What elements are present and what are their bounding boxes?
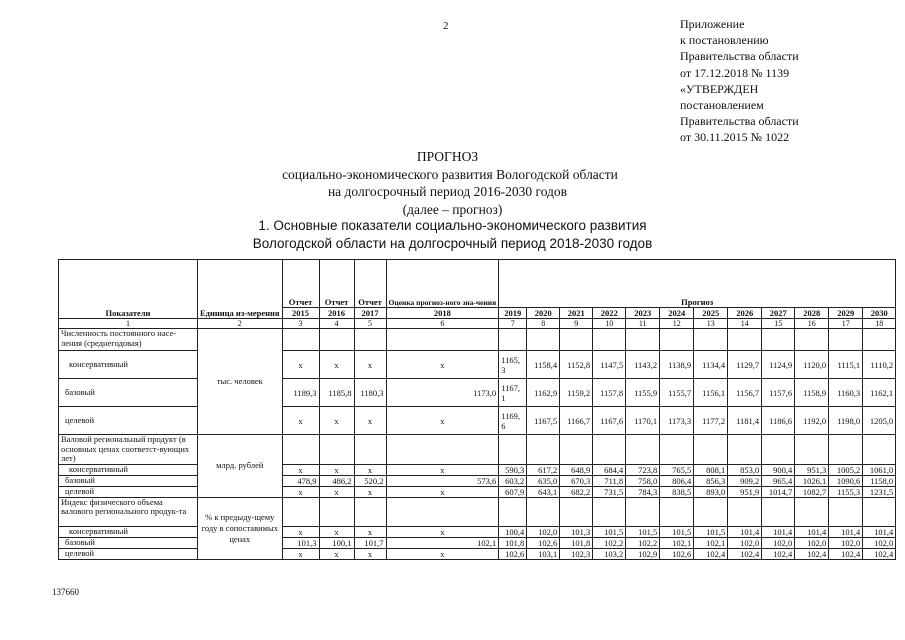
value-cell: 102,4	[728, 548, 762, 559]
value-cell: 1169,6	[499, 407, 527, 435]
value-cell: x	[319, 407, 354, 435]
value-cell: x	[354, 548, 386, 559]
empty-cell	[660, 329, 694, 351]
forecast-table	[58, 259, 896, 560]
value-cell: 1167,1	[499, 379, 527, 407]
empty-cell	[282, 497, 319, 526]
column-number: 17	[829, 319, 863, 329]
header-report: Отчет	[354, 260, 386, 308]
value-cell: x	[354, 351, 386, 379]
value-cell: 102,4	[829, 548, 863, 559]
value-cell: 1162,9	[527, 379, 560, 407]
value-cell: x	[386, 486, 499, 497]
value-cell: 102,2	[593, 537, 626, 548]
value-cell: 603,2	[499, 475, 527, 486]
value-cell: 731,5	[593, 486, 626, 497]
year-cell: 2029	[829, 308, 863, 319]
value-cell: 101,4	[762, 526, 795, 537]
value-cell: 101,8	[560, 537, 593, 548]
table-row	[59, 548, 896, 559]
year-cell: 2022	[593, 308, 626, 319]
value-cell: 670,3	[560, 475, 593, 486]
value-cell: 1124,9	[762, 351, 795, 379]
value-cell: 101,7	[354, 537, 386, 548]
section-heading-line: 1. Основные показатели социально-экономического развития	[258, 218, 647, 233]
empty-cell	[626, 435, 660, 465]
column-number: 6	[386, 319, 499, 329]
empty-cell	[795, 497, 829, 526]
value-cell: 1167,6	[593, 407, 626, 435]
value-cell: 1173,3	[660, 407, 694, 435]
header-indicators: Показатели	[59, 260, 198, 319]
value-cell: 1090,6	[829, 475, 863, 486]
value-cell: 1159,2	[560, 379, 593, 407]
group-title-row	[59, 435, 896, 465]
value-cell: 100,1	[319, 537, 354, 548]
header-estimate: Оценка прогноз-ного зна-чения	[386, 260, 499, 308]
value-cell: 1158,9	[795, 379, 829, 407]
empty-cell	[527, 329, 560, 351]
value-cell: 1162,1	[863, 379, 896, 407]
value-cell: x	[386, 351, 499, 379]
empty-cell	[660, 497, 694, 526]
empty-cell	[728, 435, 762, 465]
empty-cell	[593, 329, 626, 351]
value-cell: 723,8	[626, 464, 660, 475]
title-line: (далее – прогноз)	[402, 201, 503, 217]
empty-cell	[660, 435, 694, 465]
empty-cell	[560, 497, 593, 526]
column-number: 3	[282, 319, 319, 329]
empty-cell	[694, 435, 728, 465]
column-number: 14	[728, 319, 762, 329]
footer-code: 137660	[52, 587, 79, 597]
value-cell: x	[319, 464, 354, 475]
table-row	[59, 407, 896, 435]
empty-cell	[762, 497, 795, 526]
value-cell: 1014,7	[762, 486, 795, 497]
empty-cell	[386, 329, 499, 351]
scenario-label: базовый	[59, 379, 198, 407]
value-cell: x	[354, 464, 386, 475]
scenario-label: консервативный	[59, 526, 198, 537]
value-cell: 909,2	[728, 475, 762, 486]
year-cell: 2019	[499, 308, 527, 319]
value-cell: 102,3	[560, 548, 593, 559]
empty-cell	[560, 435, 593, 465]
empty-cell	[354, 497, 386, 526]
value-cell: 101,5	[694, 526, 728, 537]
value-cell: 102,9	[626, 548, 660, 559]
value-cell: 1157,8	[593, 379, 626, 407]
value-cell: 520,2	[354, 475, 386, 486]
column-number: 1	[59, 319, 198, 329]
value-cell: 1082,7	[795, 486, 829, 497]
value-cell: 1231,5	[863, 486, 896, 497]
value-cell: 965,4	[762, 475, 795, 486]
value-cell: 1173,0	[386, 379, 499, 407]
table-row	[59, 464, 896, 475]
year-cell: 2021	[560, 308, 593, 319]
value-cell: x	[282, 548, 319, 559]
header-report: Отчет	[282, 260, 319, 308]
value-cell: 1192,0	[795, 407, 829, 435]
value-cell: 1198,0	[829, 407, 863, 435]
value-cell: 900,4	[762, 464, 795, 475]
year-cell: 2020	[527, 308, 560, 319]
group-title-row	[59, 329, 896, 351]
group-title-row	[59, 497, 896, 526]
indicator-title: Индекс физического объема валового регионального продук-та	[59, 497, 198, 526]
empty-cell	[282, 435, 319, 465]
appendix-line: Правительства области	[680, 49, 799, 64]
value-cell: 643,1	[527, 486, 560, 497]
column-number: 18	[863, 319, 896, 329]
value-cell: 590,3	[499, 464, 527, 475]
scenario-label: целевой	[59, 548, 198, 559]
value-cell: 1189,3	[282, 379, 319, 407]
value-cell: x	[319, 486, 354, 497]
empty-cell	[694, 329, 728, 351]
empty-cell	[795, 329, 829, 351]
column-number: 4	[319, 319, 354, 329]
appendix-line: к постановлению	[680, 33, 769, 48]
table-row	[59, 537, 896, 548]
empty-cell	[626, 329, 660, 351]
value-cell: 1181,4	[728, 407, 762, 435]
appendix-note	[680, 16, 799, 146]
value-cell: 648,9	[560, 464, 593, 475]
value-cell: 853,0	[728, 464, 762, 475]
value-cell: 1134,4	[694, 351, 728, 379]
value-cell: 1170,1	[626, 407, 660, 435]
table-row	[59, 475, 896, 486]
empty-cell	[829, 329, 863, 351]
table-row	[59, 379, 896, 407]
appendix-line: от 17.12.2018 № 1139	[680, 65, 790, 80]
value-cell: 1061,0	[863, 464, 896, 475]
value-cell: 1185,8	[319, 379, 354, 407]
value-cell: 102,1	[660, 537, 694, 548]
value-cell: 1129,7	[728, 351, 762, 379]
empty-cell	[795, 435, 829, 465]
value-cell: 784,3	[626, 486, 660, 497]
unit-cell: % к предыду-щему году в сопоставимых ценах	[198, 497, 283, 559]
empty-cell	[863, 435, 896, 465]
value-cell: 635,0	[527, 475, 560, 486]
value-cell: 1147,5	[593, 351, 626, 379]
value-cell: x	[319, 526, 354, 537]
unit-cell: тыс. человек	[198, 329, 283, 435]
value-cell: x	[282, 526, 319, 537]
value-cell: 1138,9	[660, 351, 694, 379]
value-cell: 951,3	[795, 464, 829, 475]
column-number: 5	[354, 319, 386, 329]
value-cell: 101,5	[660, 526, 694, 537]
year-cell: 2030	[863, 308, 896, 319]
value-cell: 1156,7	[728, 379, 762, 407]
year-cell: 2023	[626, 308, 660, 319]
indicator-title: Валовой региональный продукт (в основных ценах соответст-вующих лет)	[59, 435, 198, 465]
empty-cell	[593, 497, 626, 526]
value-cell: 102,6	[499, 548, 527, 559]
value-cell: 758,0	[626, 475, 660, 486]
year-cell: 2016	[319, 308, 354, 319]
year-cell: 2025	[694, 308, 728, 319]
value-cell: 101,5	[626, 526, 660, 537]
column-number: 15	[762, 319, 795, 329]
value-cell: 101,4	[795, 526, 829, 537]
value-cell: x	[319, 351, 354, 379]
value-cell: 682,2	[560, 486, 593, 497]
value-cell: 1152,8	[560, 351, 593, 379]
year-cell: 2026	[728, 308, 762, 319]
appendix-line: «УТВЕРЖДЕН	[680, 81, 759, 96]
value-cell: 951,9	[728, 486, 762, 497]
value-cell: 808,1	[694, 464, 728, 475]
value-cell: 102,4	[762, 548, 795, 559]
year-cell: 2027	[762, 308, 795, 319]
empty-cell	[728, 497, 762, 526]
value-cell: x	[282, 464, 319, 475]
header-unit: Единица из-мерения	[198, 260, 283, 319]
column-number: 11	[626, 319, 660, 329]
year-cell: 2017	[354, 308, 386, 319]
scenario-label: базовый	[59, 537, 198, 548]
empty-cell	[319, 435, 354, 465]
header-report: Отчет	[319, 260, 354, 308]
value-cell: 1155,9	[626, 379, 660, 407]
value-cell: 1158,4	[527, 351, 560, 379]
empty-cell	[319, 329, 354, 351]
column-numbers-row	[59, 319, 896, 329]
value-cell: 1156,1	[694, 379, 728, 407]
value-cell: x	[386, 464, 499, 475]
scenario-label: целевой	[59, 486, 198, 497]
empty-cell	[762, 329, 795, 351]
appendix-line: постановлением	[680, 98, 764, 113]
value-cell: 102,0	[795, 537, 829, 548]
empty-cell	[694, 497, 728, 526]
appendix-line: Правительства области	[680, 114, 799, 129]
scenario-label: консервативный	[59, 351, 198, 379]
value-cell: 1205,0	[863, 407, 896, 435]
empty-cell	[499, 497, 527, 526]
value-cell: 607,9	[499, 486, 527, 497]
value-cell: 806,4	[660, 475, 694, 486]
empty-cell	[499, 329, 527, 351]
value-cell: 1143,2	[626, 351, 660, 379]
value-cell: 103,2	[593, 548, 626, 559]
column-number: 9	[560, 319, 593, 329]
value-cell: 1157,6	[762, 379, 795, 407]
value-cell: 102,4	[795, 548, 829, 559]
table-row	[59, 486, 896, 497]
unit-cell: млрд. рублей	[198, 435, 283, 498]
value-cell: x	[354, 407, 386, 435]
scenario-label: консервативный	[59, 464, 198, 475]
value-cell: 1158,0	[863, 475, 896, 486]
value-cell: 1180,3	[354, 379, 386, 407]
value-cell: 101,3	[282, 537, 319, 548]
column-number: 7	[499, 319, 527, 329]
value-cell: 478,9	[282, 475, 319, 486]
appendix-line: от 30.11.2015 № 1022	[680, 130, 790, 145]
value-cell: 617,2	[527, 464, 560, 475]
empty-cell	[593, 435, 626, 465]
title-line: ПРОГНОЗ	[416, 149, 479, 164]
value-cell: 102,0	[728, 537, 762, 548]
section-heading	[0, 217, 905, 252]
value-cell: 100,4	[499, 526, 527, 537]
value-cell: 1186,6	[762, 407, 795, 435]
empty-cell	[762, 435, 795, 465]
column-number: 12	[660, 319, 694, 329]
empty-cell	[527, 497, 560, 526]
column-number: 2	[198, 319, 283, 329]
empty-cell	[728, 329, 762, 351]
value-cell: 1166,7	[560, 407, 593, 435]
value-cell: 1005,2	[829, 464, 863, 475]
value-cell: 1177,2	[694, 407, 728, 435]
section-heading-line: Вологодской области на долгосрочный период 2018-2030 годов	[252, 235, 653, 251]
appendix-line: Приложение	[680, 17, 745, 31]
empty-cell	[626, 497, 660, 526]
value-cell: 101,4	[728, 526, 762, 537]
value-cell: 102,0	[762, 537, 795, 548]
value-cell: 101,3	[560, 526, 593, 537]
value-cell: 1165,3	[499, 351, 527, 379]
table-row	[59, 351, 896, 379]
document-title	[0, 148, 905, 218]
value-cell: 103,1	[527, 548, 560, 559]
column-number: 16	[795, 319, 829, 329]
value-cell: 684,4	[593, 464, 626, 475]
empty-cell	[829, 435, 863, 465]
value-cell: 573,6	[386, 475, 499, 486]
value-cell: x	[282, 351, 319, 379]
value-cell: 1115,1	[829, 351, 863, 379]
header-row	[59, 260, 896, 308]
scenario-label: базовый	[59, 475, 198, 486]
value-cell: x	[386, 548, 499, 559]
value-cell: 1110,2	[863, 351, 896, 379]
value-cell: 1167,5	[527, 407, 560, 435]
value-cell: 101,8	[499, 537, 527, 548]
scenario-label: целевой	[59, 407, 198, 435]
title-line: на долгосрочный период 2016-2030 годов	[327, 184, 568, 199]
value-cell: 1120,0	[795, 351, 829, 379]
title-line: социально-экономического развития Вологодской области	[282, 166, 618, 182]
value-cell: 486,2	[319, 475, 354, 486]
value-cell: 893,0	[694, 486, 728, 497]
year-cell: 2018	[386, 308, 499, 319]
value-cell: 102,4	[694, 548, 728, 559]
value-cell: x	[319, 548, 354, 559]
empty-cell	[829, 497, 863, 526]
value-cell: 838,5	[660, 486, 694, 497]
empty-cell	[386, 497, 499, 526]
empty-cell	[863, 497, 896, 526]
column-number: 10	[593, 319, 626, 329]
column-number: 13	[694, 319, 728, 329]
value-cell: 102,0	[527, 526, 560, 537]
empty-cell	[354, 329, 386, 351]
empty-cell	[354, 435, 386, 465]
year-cell: 2028	[795, 308, 829, 319]
empty-cell	[863, 329, 896, 351]
value-cell: x	[386, 526, 499, 537]
value-cell: 102,6	[527, 537, 560, 548]
value-cell: 1026,1	[795, 475, 829, 486]
empty-cell	[499, 435, 527, 465]
value-cell: 102,0	[863, 537, 896, 548]
empty-cell	[527, 435, 560, 465]
value-cell: 101,4	[863, 526, 896, 537]
value-cell: 1160,3	[829, 379, 863, 407]
empty-cell	[282, 329, 319, 351]
empty-cell	[560, 329, 593, 351]
value-cell: x	[282, 486, 319, 497]
indicator-title: Численность постоянного насе-ления (среднегодовая)	[59, 329, 198, 351]
year-cell: 2015	[282, 308, 319, 319]
value-cell: x	[282, 407, 319, 435]
table-row	[59, 526, 896, 537]
value-cell: 102,6	[660, 548, 694, 559]
value-cell: x	[386, 407, 499, 435]
value-cell: 102,2	[626, 537, 660, 548]
value-cell: x	[354, 526, 386, 537]
year-cell: 2024	[660, 308, 694, 319]
value-cell: 101,5	[593, 526, 626, 537]
header-forecast: Прогноз	[499, 260, 896, 308]
value-cell: x	[354, 486, 386, 497]
value-cell: 765,5	[660, 464, 694, 475]
empty-cell	[386, 435, 499, 465]
value-cell: 1155,3	[829, 486, 863, 497]
page-number: 2	[443, 20, 449, 32]
value-cell: 102,0	[829, 537, 863, 548]
column-number: 8	[527, 319, 560, 329]
value-cell: 102,4	[863, 548, 896, 559]
value-cell: 102,1	[694, 537, 728, 548]
value-cell: 711,8	[593, 475, 626, 486]
value-cell: 101,4	[829, 526, 863, 537]
value-cell: 1155,7	[660, 379, 694, 407]
value-cell: 102,1	[386, 537, 499, 548]
value-cell: 856,3	[694, 475, 728, 486]
empty-cell	[319, 497, 354, 526]
